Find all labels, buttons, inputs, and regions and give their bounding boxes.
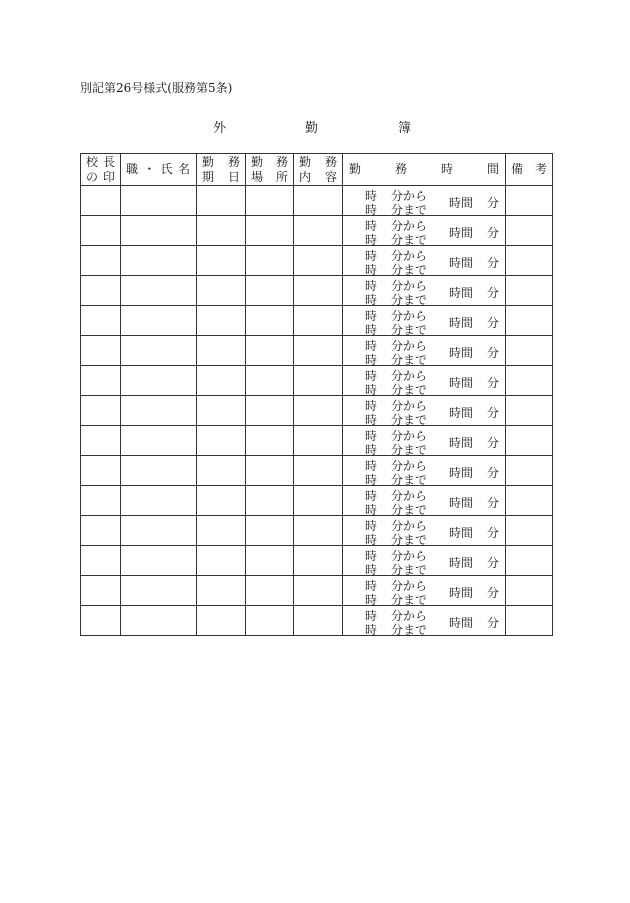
hour-label: 時 bbox=[365, 579, 378, 593]
minutes-label: 分 bbox=[486, 406, 499, 420]
hour-label: 時 bbox=[365, 563, 378, 577]
from-label: 分から bbox=[391, 489, 428, 503]
duration-line bbox=[449, 254, 499, 271]
duty-time-cell bbox=[343, 606, 506, 636]
duty-content-cell[interactable] bbox=[294, 576, 343, 606]
header-principal-seal: 校 長 の 印 bbox=[81, 154, 121, 186]
duty-time-cell bbox=[343, 546, 506, 576]
hour-label: 時 bbox=[365, 383, 378, 397]
until-label: 分まで bbox=[391, 263, 428, 277]
duty-time-cell bbox=[343, 576, 506, 606]
position-name-cell[interactable] bbox=[121, 276, 197, 306]
hour-label: 時 bbox=[365, 279, 378, 293]
duty-content-cell[interactable] bbox=[294, 366, 343, 396]
duty-content-cell[interactable] bbox=[294, 606, 343, 636]
table-row bbox=[81, 546, 553, 576]
position-name-cell[interactable] bbox=[121, 336, 197, 366]
minutes-label: 分 bbox=[486, 226, 499, 240]
hour-label: 時 bbox=[365, 503, 378, 517]
principal-seal-cell[interactable] bbox=[81, 186, 121, 216]
duration-line bbox=[449, 404, 499, 421]
minutes-label: 分 bbox=[486, 526, 499, 540]
hour-label: 時 bbox=[365, 233, 378, 247]
remarks-cell[interactable] bbox=[506, 456, 553, 486]
header-remarks: 備 考 bbox=[506, 154, 553, 186]
principal-seal-cell[interactable] bbox=[81, 516, 121, 546]
hours-label: 時間 bbox=[448, 406, 473, 420]
duty-place-cell[interactable] bbox=[246, 306, 294, 336]
from-label: 分から bbox=[391, 429, 428, 443]
minutes-label: 分 bbox=[486, 436, 499, 450]
position-name-cell[interactable] bbox=[121, 516, 197, 546]
principal-seal-cell[interactable] bbox=[81, 426, 121, 456]
duty-content-cell[interactable] bbox=[294, 456, 343, 486]
from-label: 分から bbox=[391, 369, 428, 383]
table-row bbox=[81, 246, 553, 276]
duty-date-cell[interactable] bbox=[197, 186, 246, 216]
table-row bbox=[81, 486, 553, 516]
from-label: 分から bbox=[391, 189, 428, 203]
duty-time-cell bbox=[343, 276, 506, 306]
hour-label: 時 bbox=[365, 623, 378, 637]
position-name-cell[interactable] bbox=[121, 186, 197, 216]
duty-time-cell bbox=[343, 456, 506, 486]
from-label: 分から bbox=[391, 549, 428, 563]
from-label: 分から bbox=[391, 219, 428, 233]
duration-line bbox=[449, 584, 499, 601]
duration-line bbox=[449, 284, 499, 301]
principal-seal-cell[interactable] bbox=[81, 456, 121, 486]
position-name-cell[interactable] bbox=[121, 396, 197, 426]
table-row bbox=[81, 306, 553, 336]
duty-content-cell[interactable] bbox=[294, 426, 343, 456]
principal-seal-cell[interactable] bbox=[81, 486, 121, 516]
hours-label: 時間 bbox=[448, 466, 473, 480]
remarks-cell[interactable] bbox=[506, 216, 553, 246]
minutes-label: 分 bbox=[486, 256, 499, 270]
remarks-cell[interactable] bbox=[506, 246, 553, 276]
register-body bbox=[81, 186, 553, 636]
hours-label: 時間 bbox=[448, 316, 473, 330]
principal-seal-cell[interactable] bbox=[81, 576, 121, 606]
minutes-label: 分 bbox=[486, 496, 499, 510]
hour-label: 時 bbox=[365, 249, 378, 263]
until-label: 分まで bbox=[391, 353, 428, 367]
minutes-label: 分 bbox=[486, 616, 499, 630]
header-position-name: 職 ・ 氏 名 bbox=[121, 154, 197, 186]
duration-line bbox=[449, 554, 499, 571]
table-row bbox=[81, 456, 553, 486]
remarks-cell[interactable] bbox=[506, 306, 553, 336]
minutes-label: 分 bbox=[486, 346, 499, 360]
minutes-label: 分 bbox=[486, 466, 499, 480]
hour-label: 時 bbox=[365, 593, 378, 607]
hour-label: 時 bbox=[365, 263, 378, 277]
table-row bbox=[81, 576, 553, 606]
duration-line bbox=[449, 434, 499, 451]
position-name-cell[interactable] bbox=[121, 576, 197, 606]
duty-content-cell[interactable] bbox=[294, 276, 343, 306]
until-label: 分まで bbox=[391, 503, 428, 517]
duty-date-cell[interactable] bbox=[197, 516, 246, 546]
from-label: 分から bbox=[391, 309, 428, 323]
hours-label: 時間 bbox=[448, 256, 473, 270]
duty-place-cell[interactable] bbox=[246, 246, 294, 276]
until-label: 分まで bbox=[391, 203, 428, 217]
duration-line bbox=[449, 314, 499, 331]
position-name-cell[interactable] bbox=[121, 546, 197, 576]
time-until-line bbox=[365, 621, 427, 638]
duty-time-cell bbox=[343, 426, 506, 456]
hour-label: 時 bbox=[365, 549, 378, 563]
hours-label: 時間 bbox=[448, 496, 473, 510]
table-row bbox=[81, 276, 553, 306]
hour-label: 時 bbox=[365, 519, 378, 533]
duty-content-cell[interactable] bbox=[294, 486, 343, 516]
remarks-cell[interactable] bbox=[506, 546, 553, 576]
duty-content-cell[interactable] bbox=[294, 396, 343, 426]
hour-label: 時 bbox=[365, 399, 378, 413]
from-label: 分から bbox=[391, 609, 428, 623]
form-number: 別記第26号様式(服務第5条) bbox=[80, 81, 233, 95]
principal-seal-cell[interactable] bbox=[81, 276, 121, 306]
duty-time-cell bbox=[343, 186, 506, 216]
position-name-cell[interactable] bbox=[121, 606, 197, 636]
position-name-cell[interactable] bbox=[121, 306, 197, 336]
table-row bbox=[81, 216, 553, 246]
remarks-cell[interactable] bbox=[506, 576, 553, 606]
duty-content-cell[interactable] bbox=[294, 216, 343, 246]
duty-content-cell[interactable] bbox=[294, 246, 343, 276]
hour-label: 時 bbox=[365, 473, 378, 487]
principal-seal-cell[interactable] bbox=[81, 606, 121, 636]
duty-place-cell[interactable] bbox=[246, 546, 294, 576]
duty-place-cell[interactable] bbox=[246, 486, 294, 516]
duty-date-cell[interactable] bbox=[197, 606, 246, 636]
principal-seal-cell[interactable] bbox=[81, 246, 121, 276]
hour-label: 時 bbox=[365, 293, 378, 307]
duty-time-cell bbox=[343, 246, 506, 276]
from-label: 分から bbox=[391, 519, 428, 533]
until-label: 分まで bbox=[391, 533, 428, 547]
from-label: 分から bbox=[391, 579, 428, 593]
duration-line bbox=[449, 224, 499, 241]
minutes-label: 分 bbox=[486, 316, 499, 330]
duty-date-cell[interactable] bbox=[197, 336, 246, 366]
principal-seal-cell[interactable] bbox=[81, 306, 121, 336]
table-row bbox=[81, 336, 553, 366]
duty-content-cell[interactable] bbox=[294, 186, 343, 216]
duty-date-cell[interactable] bbox=[197, 486, 246, 516]
minutes-label: 分 bbox=[486, 376, 499, 390]
title-char-2: 勤 bbox=[305, 121, 319, 136]
duty-place-cell[interactable] bbox=[246, 186, 294, 216]
header-duty-content: 勤 務 内 容 bbox=[294, 154, 343, 186]
until-label: 分まで bbox=[391, 413, 428, 427]
from-label: 分から bbox=[391, 459, 428, 473]
hour-label: 時 bbox=[365, 429, 378, 443]
duration-line bbox=[449, 194, 499, 211]
duty-time-cell bbox=[343, 366, 506, 396]
minutes-label: 分 bbox=[486, 196, 499, 210]
duty-place-cell[interactable] bbox=[246, 576, 294, 606]
duty-date-cell[interactable] bbox=[197, 396, 246, 426]
duty-date-cell[interactable] bbox=[197, 426, 246, 456]
hours-label: 時間 bbox=[448, 556, 473, 570]
remarks-cell[interactable] bbox=[506, 366, 553, 396]
duty-place-cell[interactable] bbox=[246, 366, 294, 396]
hour-label: 時 bbox=[365, 609, 378, 623]
hours-label: 時間 bbox=[448, 376, 473, 390]
position-name-cell[interactable] bbox=[121, 486, 197, 516]
duration-line bbox=[449, 494, 499, 511]
until-label: 分まで bbox=[391, 473, 428, 487]
duty-time-cell bbox=[343, 336, 506, 366]
minutes-label: 分 bbox=[486, 556, 499, 570]
duty-content-cell[interactable] bbox=[294, 516, 343, 546]
duty-date-cell[interactable] bbox=[197, 366, 246, 396]
remarks-cell[interactable] bbox=[506, 486, 553, 516]
until-label: 分まで bbox=[391, 443, 428, 457]
header-duty-time: 勤 務 時 間 bbox=[343, 154, 506, 186]
duty-time-cell bbox=[343, 486, 506, 516]
until-label: 分まで bbox=[391, 563, 428, 577]
duration-line bbox=[449, 344, 499, 361]
position-name-cell[interactable] bbox=[121, 456, 197, 486]
table-row bbox=[81, 606, 553, 636]
duty-date-cell[interactable] bbox=[197, 276, 246, 306]
position-name-cell[interactable] bbox=[121, 216, 197, 246]
duty-date-cell[interactable] bbox=[197, 216, 246, 246]
until-label: 分まで bbox=[391, 383, 428, 397]
duty-place-cell[interactable] bbox=[246, 606, 294, 636]
header-duty-place: 勤 務 場 所 bbox=[246, 154, 294, 186]
duty-time-cell bbox=[343, 396, 506, 426]
principal-seal-cell[interactable] bbox=[81, 366, 121, 396]
principal-seal-cell[interactable] bbox=[81, 216, 121, 246]
hours-label: 時間 bbox=[448, 346, 473, 360]
document-title bbox=[0, 117, 630, 137]
table-row bbox=[81, 366, 553, 396]
hour-label: 時 bbox=[365, 323, 378, 337]
duty-place-cell[interactable] bbox=[246, 396, 294, 426]
hour-label: 時 bbox=[365, 219, 378, 233]
until-label: 分まで bbox=[391, 623, 428, 637]
hour-label: 時 bbox=[365, 189, 378, 203]
duty-date-cell[interactable] bbox=[197, 306, 246, 336]
hours-label: 時間 bbox=[448, 586, 473, 600]
hour-label: 時 bbox=[365, 369, 378, 383]
duration-line bbox=[449, 614, 499, 631]
hours-label: 時間 bbox=[448, 196, 473, 210]
hour-label: 時 bbox=[365, 309, 378, 323]
table-row bbox=[81, 396, 553, 426]
duty-place-cell[interactable] bbox=[246, 516, 294, 546]
until-label: 分まで bbox=[391, 233, 428, 247]
until-label: 分まで bbox=[391, 323, 428, 337]
duty-time-cell bbox=[343, 306, 506, 336]
duty-content-cell[interactable] bbox=[294, 336, 343, 366]
duty-place-cell[interactable] bbox=[246, 456, 294, 486]
remarks-cell[interactable] bbox=[506, 396, 553, 426]
hour-label: 時 bbox=[365, 459, 378, 473]
duty-date-cell[interactable] bbox=[197, 246, 246, 276]
hour-label: 時 bbox=[365, 489, 378, 503]
from-label: 分から bbox=[391, 279, 428, 293]
duty-time-cell bbox=[343, 216, 506, 246]
from-label: 分から bbox=[391, 399, 428, 413]
duty-content-cell[interactable] bbox=[294, 546, 343, 576]
hours-label: 時間 bbox=[448, 436, 473, 450]
remarks-cell[interactable] bbox=[506, 276, 553, 306]
from-label: 分から bbox=[391, 249, 428, 263]
remarks-cell[interactable] bbox=[506, 186, 553, 216]
duty-date-cell[interactable] bbox=[197, 546, 246, 576]
principal-seal-cell[interactable] bbox=[81, 396, 121, 426]
title-char-1: 外 bbox=[213, 121, 227, 136]
duty-time-cell bbox=[343, 516, 506, 546]
position-name-cell[interactable] bbox=[121, 426, 197, 456]
position-name-cell[interactable] bbox=[121, 366, 197, 396]
field-work-register-table bbox=[80, 153, 553, 636]
duty-place-cell[interactable] bbox=[246, 336, 294, 366]
hour-label: 時 bbox=[365, 353, 378, 367]
hour-label: 時 bbox=[365, 339, 378, 353]
table-row bbox=[81, 186, 553, 216]
remarks-cell[interactable] bbox=[506, 426, 553, 456]
duration-line bbox=[449, 374, 499, 391]
header-row bbox=[81, 154, 553, 186]
principal-seal-cell[interactable] bbox=[81, 336, 121, 366]
title-char-3: 簿 bbox=[398, 121, 412, 136]
duration-line bbox=[449, 524, 499, 541]
hours-label: 時間 bbox=[448, 286, 473, 300]
minutes-label: 分 bbox=[486, 286, 499, 300]
duration-line bbox=[449, 464, 499, 481]
hours-label: 時間 bbox=[448, 616, 473, 630]
duty-date-cell[interactable] bbox=[197, 576, 246, 606]
hour-label: 時 bbox=[365, 203, 378, 217]
remarks-cell[interactable] bbox=[506, 516, 553, 546]
duty-place-cell[interactable] bbox=[246, 276, 294, 306]
table-row bbox=[81, 516, 553, 546]
hours-label: 時間 bbox=[448, 526, 473, 540]
duty-place-cell[interactable] bbox=[246, 216, 294, 246]
hour-label: 時 bbox=[365, 443, 378, 457]
position-name-cell[interactable] bbox=[121, 246, 197, 276]
hour-label: 時 bbox=[365, 413, 378, 427]
header-duty-date: 勤 務 期 日 bbox=[197, 154, 246, 186]
hours-label: 時間 bbox=[448, 226, 473, 240]
principal-seal-cell[interactable] bbox=[81, 546, 121, 576]
table-row bbox=[81, 426, 553, 456]
duty-place-cell[interactable] bbox=[246, 426, 294, 456]
remarks-cell[interactable] bbox=[506, 336, 553, 366]
until-label: 分まで bbox=[391, 293, 428, 307]
duty-content-cell[interactable] bbox=[294, 306, 343, 336]
from-label: 分から bbox=[391, 339, 428, 353]
hour-label: 時 bbox=[365, 533, 378, 547]
remarks-cell[interactable] bbox=[506, 606, 553, 636]
until-label: 分まで bbox=[391, 593, 428, 607]
minutes-label: 分 bbox=[486, 586, 499, 600]
duty-date-cell[interactable] bbox=[197, 456, 246, 486]
